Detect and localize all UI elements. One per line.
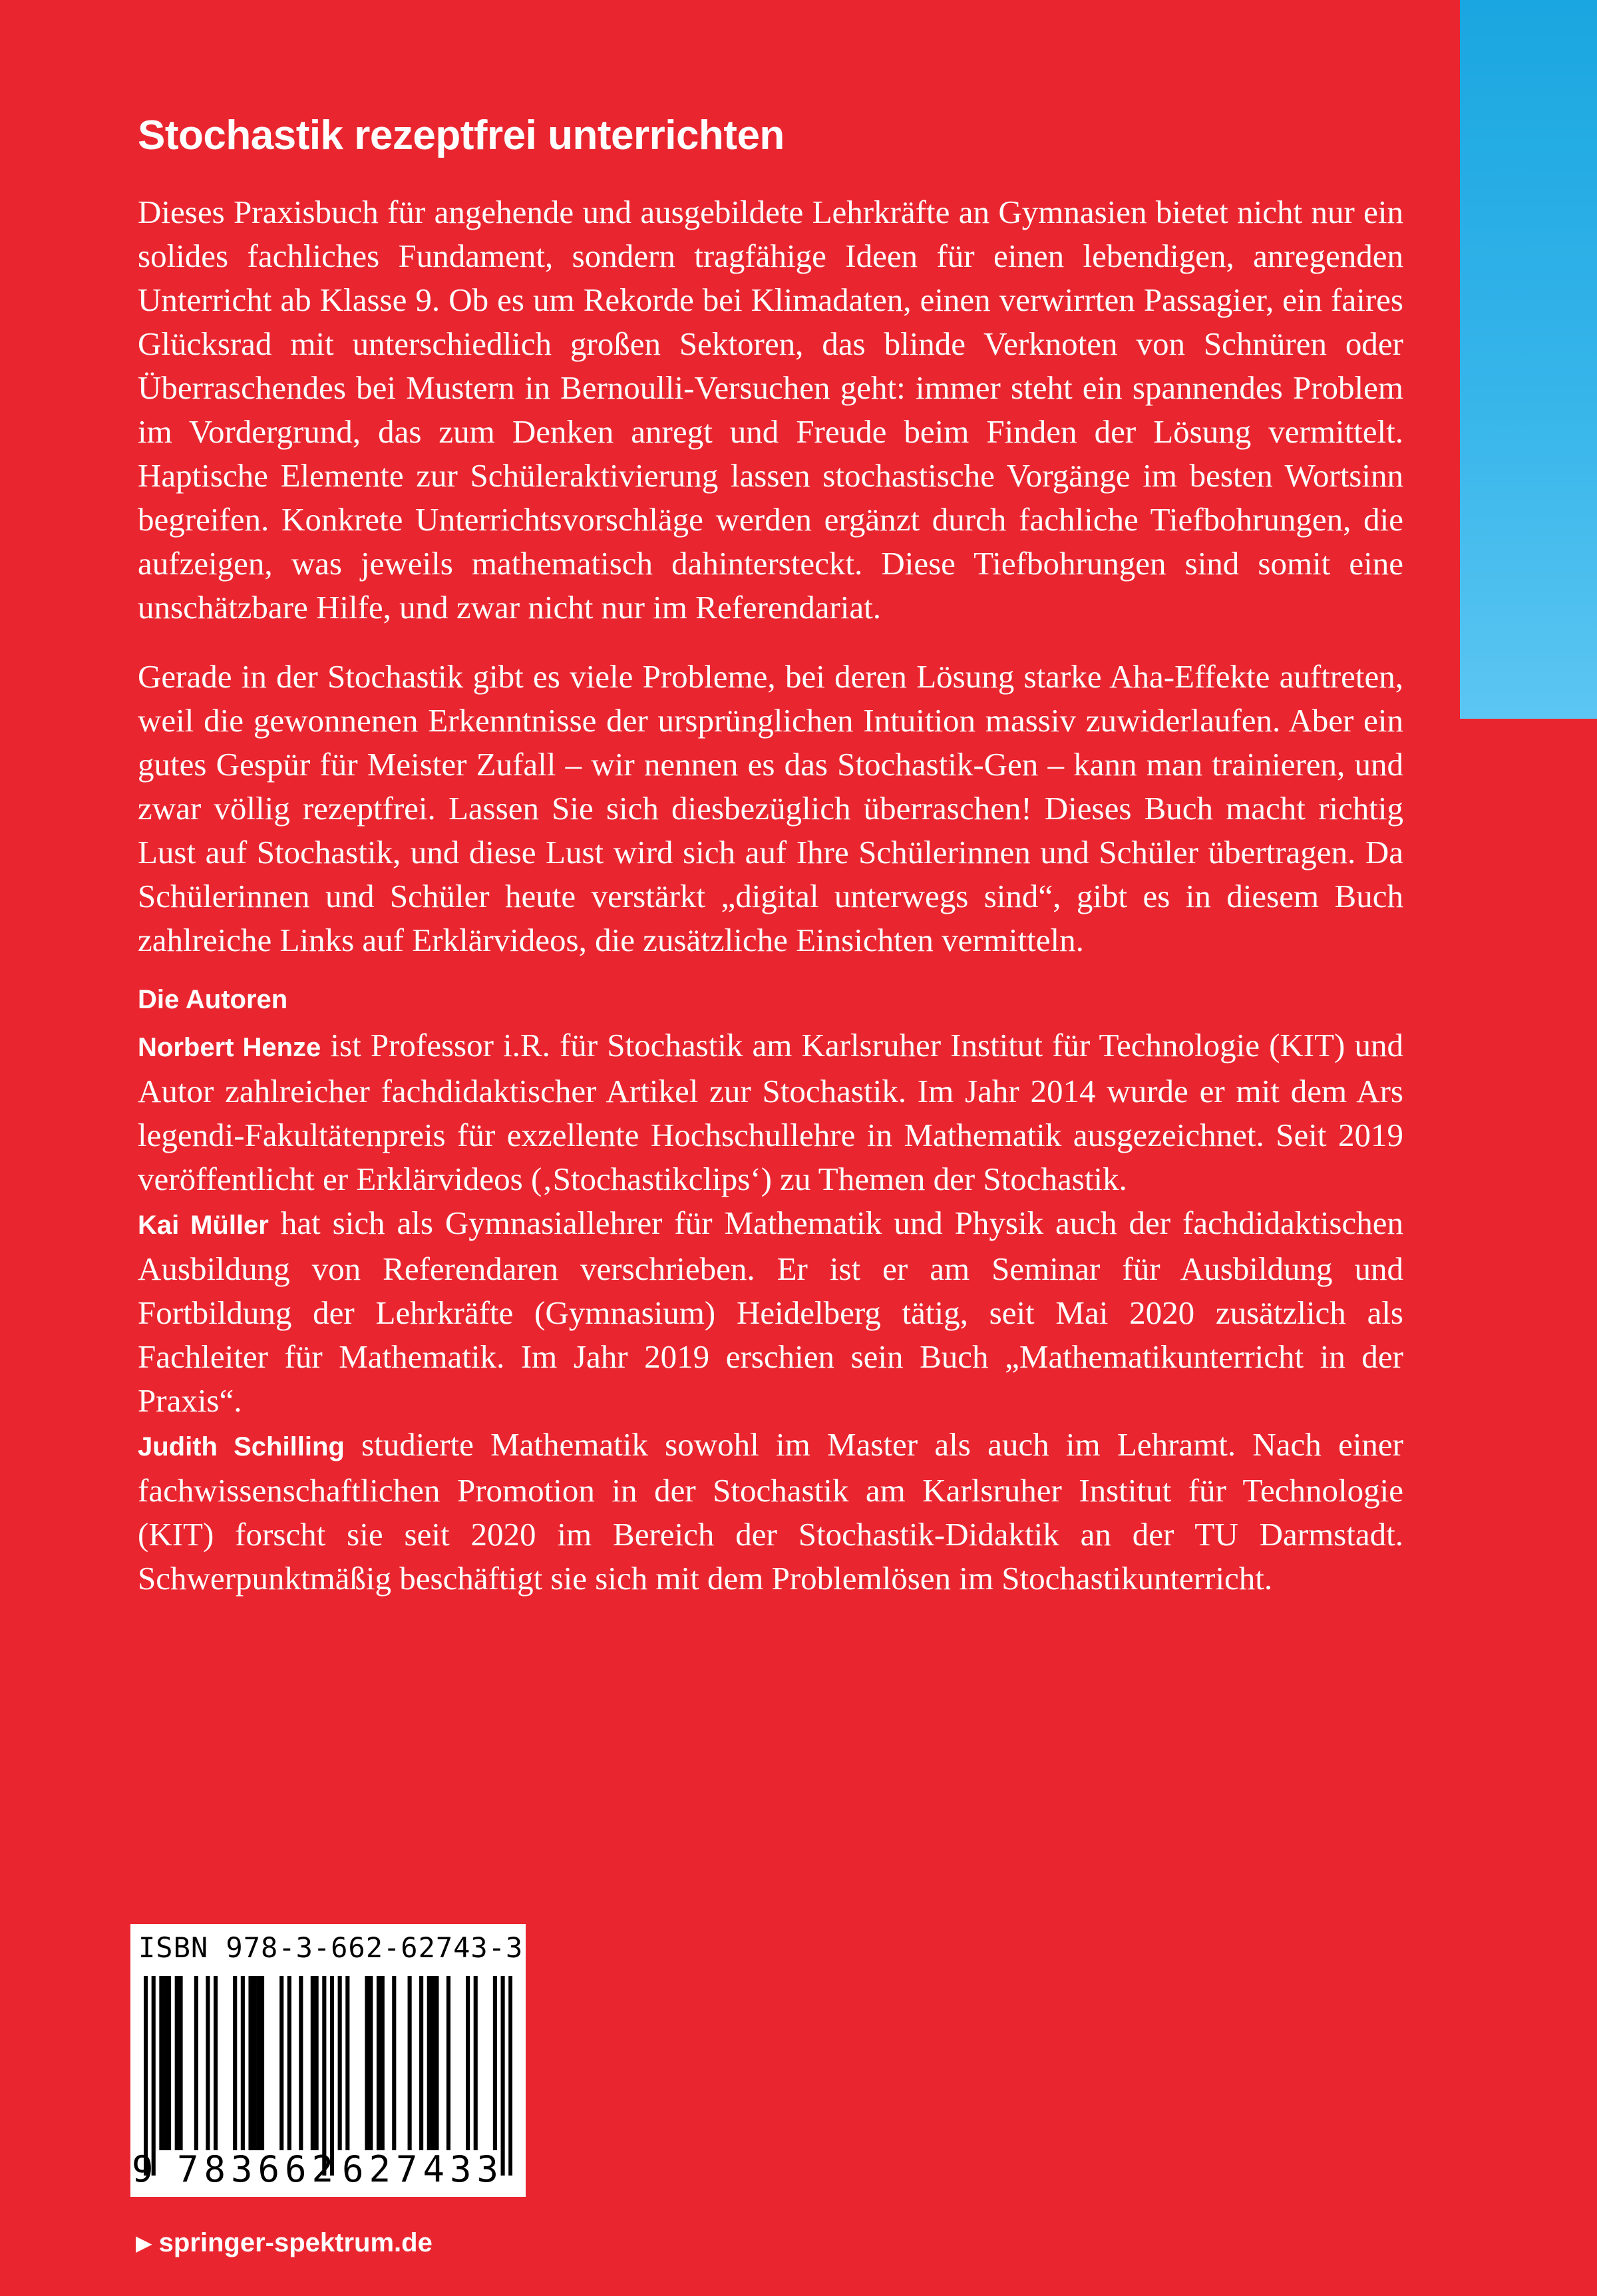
author-bio-text: ist Professor i.R. für Stochastik am Karlsruher Institut für Technologie (KIT) und Autor zahlreicher fachdidaktischer Artikel zur Stochastik. Im Jahr 2014 wurde er mit dem Ars legendi-Fakultätenpreis für exzellente Hochschullehre in Mathematik ausgezeichnet. Seit 2019 veröffentlicht er Erklärvideos (‚Stochastikclips‘) zu Themen der Stochastik. (138, 1027, 1403, 1197)
barcode-digit-first: 9 (132, 2148, 154, 2190)
barcode-bar (260, 1976, 264, 2150)
back-cover-text (138, 109, 1403, 1601)
website-link-text: springer-spektrum.de (158, 2228, 433, 2257)
barcode-bar (252, 1976, 256, 2150)
barcode-bar (163, 1976, 167, 2150)
description-paragraph-2: Gerade in der Stochastik gibt es viele Probleme, bei deren Lösung starke Aha-Effekte auftreten, weil die gewonnenen Erkenntnisse der ursprünglichen Intuition massiv zuwiderlaufen. Aber ein gutes Gespür für Meister Zufall – wir nennen es das Stochastik-Gen – kann man trainieren, und zwar völlig rezeptfrei. Lassen Sie sich diesbezüglich überraschen! Dieses Buch macht richtig Lust auf Stochastik, und diese Lust wird sich auf Ihre Schülerinnen und Schüler übertragen. Da Schülerinnen und Schüler heute verstärkt „digital unterwegs sind“, gibt es in diesem Buch zahlreiche Links auf Erklärvideos, die zusätzliche Einsichten vermitteln. (138, 658, 1403, 958)
author-bio-text: hat sich als Gymnasiallehrer für Mathematik und Physik auch der fachdidaktischen Ausbildung von Referendaren verschrieben. Er ist er am Seminar für Ausbildung und Fortbildung der Lehrkräfte (Gymnasium) Heidelberg tätig, seit Mai 2020 zusätzlich als Fachleiter für Mathematik. Im Jahr 2019 erschien sein Buch „Mathematikunterricht in der Praxis“. (138, 1205, 1403, 1419)
barcode-bar (241, 1976, 245, 2150)
barcode-bar (315, 1976, 319, 2150)
publisher-website (136, 2224, 433, 2263)
barcode-bar (427, 1976, 431, 2150)
barcode-bar (152, 1976, 156, 2176)
barcode-bar (322, 1976, 326, 2176)
authors-heading: Die Autoren (138, 985, 288, 1014)
barcode-bar (435, 1976, 439, 2150)
barcode-bar (431, 1976, 435, 2150)
barcode-bar (381, 1976, 385, 2150)
barcode-bar (159, 1976, 163, 2150)
barcode-bar (365, 1976, 369, 2150)
barcode-bar (178, 1976, 182, 2150)
author-bio-schilling (138, 1423, 1403, 1601)
isbn-barcode (130, 1924, 526, 2197)
barcode-bar (248, 1976, 252, 2150)
barcode-bar (501, 1976, 505, 2176)
author-name: Judith Schilling (138, 1432, 345, 1461)
barcode-bar (369, 1976, 373, 2150)
barcode-bar (167, 1976, 171, 2150)
barcode-bar (466, 1976, 470, 2150)
barcode-digits (130, 2146, 526, 2193)
author-bio-text: studierte Mathematik sowohl im Master als auch im Lehramt. Nach einer fachwissenschaftlichen Promotion in der Stochastik am Karlsruher Institut für Technologie (KIT) forscht sie seit 2020 im Bereich der Stochastik-Didaktik an der TU Darmstadt. Schwerpunktmäßig beschäftigt sie sich mit dem Problemlösen im Stochastikunterricht. (138, 1426, 1403, 1597)
barcode-bar (279, 1976, 283, 2150)
barcode-bar (446, 1976, 450, 2150)
barcode-bar (493, 1976, 497, 2150)
barcode-bar (392, 1976, 396, 2150)
barcode-digits-right: 627433 (342, 2148, 504, 2190)
author-bio-mueller (138, 1201, 1403, 1423)
barcode-bar (508, 1976, 512, 2176)
author-name: Kai Müller (138, 1211, 269, 1240)
barcode-bar (311, 1976, 315, 2150)
barcode-bar (299, 1976, 303, 2150)
barcode-bar (214, 1976, 218, 2150)
barcode-bar (419, 1976, 423, 2150)
barcode-bar (233, 1976, 237, 2150)
barcode-bar (206, 1976, 210, 2150)
barcode-bar (474, 1976, 478, 2150)
barcode-bar (175, 1976, 179, 2150)
barcode-bar (345, 1976, 349, 2150)
book-title: Stochastik rezeptfrei unterrichten (138, 112, 785, 158)
barcode-bar (330, 1976, 334, 2176)
isbn-label: ISBN 978-3-662-62743-3 (138, 1931, 524, 1964)
barcode-bar (256, 1976, 260, 2150)
barcode-bar (377, 1976, 381, 2150)
description-paragraph-1: Dieses Praxisbuch für angehende und ausgebildete Lehrkräfte an Gymnasien bietet nicht nur ein solides fachliches Fundament, sondern tragfähige Ideen für einen lebendigen, anregenden Unterricht ab Klasse 9. Ob es um Rekorde bei Klimadaten, einen verwirrten Passagier, ein faires Glücksrad mit unterschiedlich großen Sektoren, das blinde Verknoten von Schnüren oder Überraschendes bei Mustern in Bernoulli-Versuchen geht: immer steht ein spannendes Problem im Vordergrund, das zum Denken anregt und Freude beim Finden der Lösung vermittelt. Haptische Elemente zur Schüleraktivierung lassen stochastische Vorgänge im besten Wortsinn begreifen. Konkrete Unterrichtsvorschläge werden ergänzt durch fachliche Tiefbohrungen, die aufzeigen, was jeweils mathematisch dahintersteckt. Diese Tiefbohrungen sind somit eine unschätzbare Hilfe, und zwar nicht nur im Referendariat. (138, 194, 1403, 626)
barcode-bar (408, 1976, 412, 2150)
barcode-icon (144, 1976, 512, 2176)
barcode-bar (287, 1976, 291, 2150)
barcode-bar (338, 1976, 342, 2150)
barcode-bar (144, 1976, 148, 2176)
arrow-right-icon: ▶ (136, 2231, 152, 2255)
barcode-digits-left: 783662 (177, 2148, 339, 2190)
barcode-bar (194, 1976, 198, 2150)
blue-accent-tab (1460, 0, 1597, 719)
author-bio-henze (138, 1024, 1403, 1201)
author-name: Norbert Henze (138, 1033, 321, 1062)
